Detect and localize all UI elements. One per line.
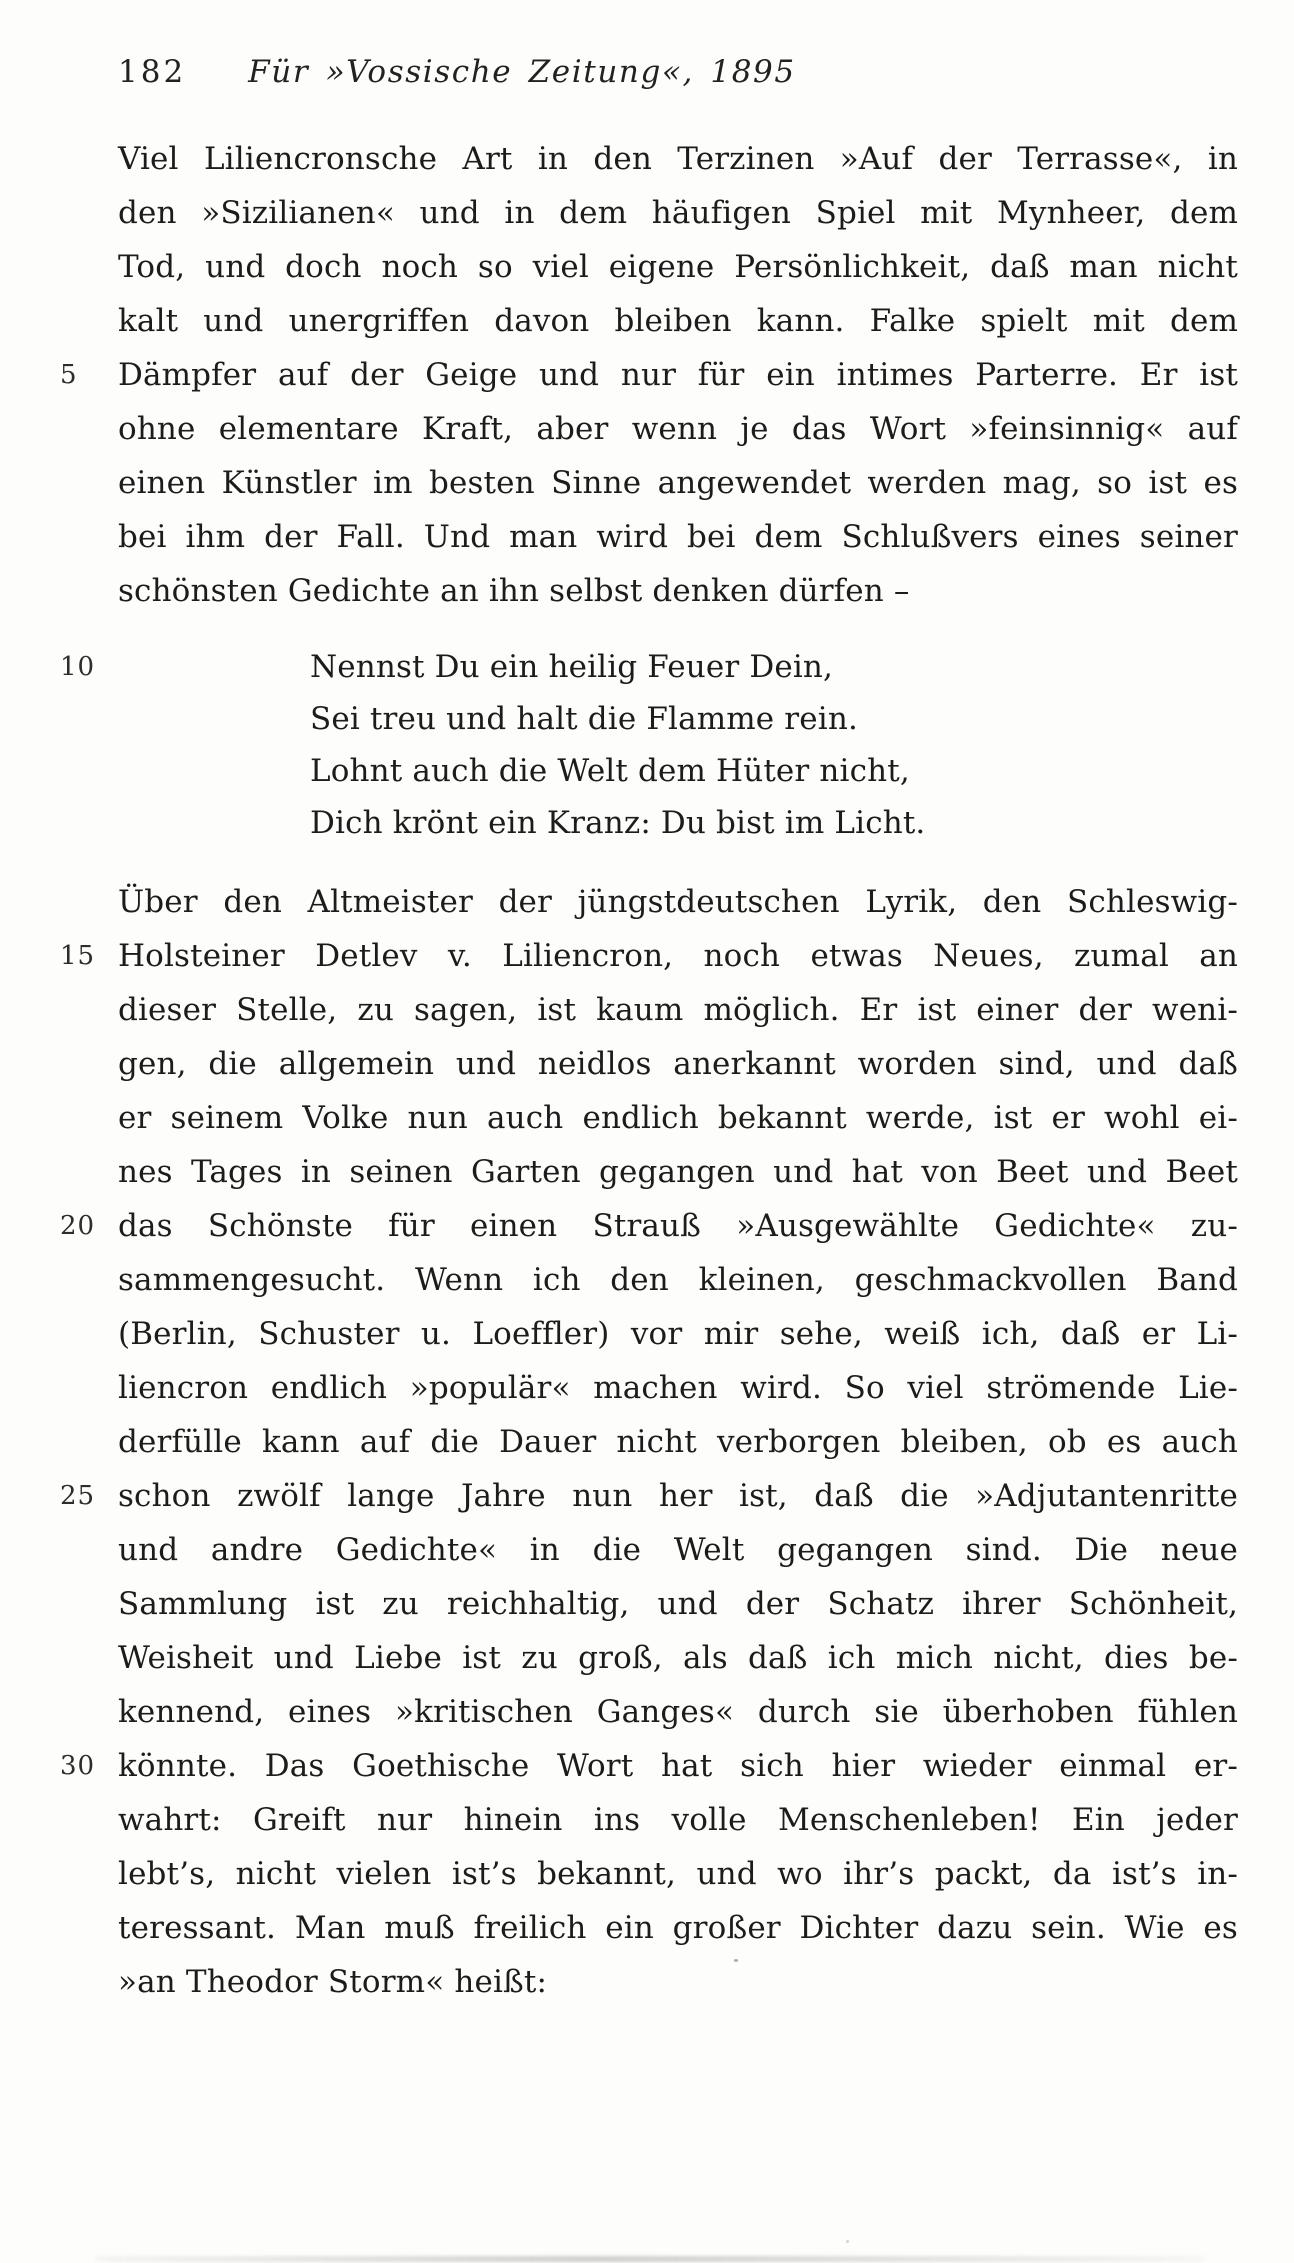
line-text: Weisheit und Liebe ist zu groß, als daß ich mich nicht, dies be-: [118, 1640, 1238, 1676]
line-text: Viel Liliencronsche Art in den Terzinen »Auf der Terrasse«, in: [118, 141, 1238, 177]
line-number: 10: [60, 652, 96, 682]
text-line: [60, 1739, 1238, 1793]
line-text: lebt’s, nicht vielen ist’s bekannt, und wo ihr’s packt, da ist’s in-: [118, 1856, 1238, 1892]
line-text: gen, die allgemein und neidlos anerkannt worden sind, und daß: [118, 1046, 1238, 1082]
text-line: [118, 1361, 1238, 1415]
text-line: [118, 240, 1238, 294]
text-line: [118, 1685, 1238, 1739]
text-line: [118, 456, 1238, 510]
text-line: [118, 186, 1238, 240]
text-line: [118, 1577, 1238, 1631]
line-text: schon zwölf lange Jahre nun her ist, daß die »Adjutantenritte: [118, 1478, 1238, 1514]
line-text: einen Künstler im besten Sinne angewendet werden mag, so ist es: [118, 465, 1238, 501]
line-number: 25: [60, 1481, 96, 1511]
line-text: schönsten Gedichte an ihn selbst denken dürfen –: [118, 573, 910, 609]
running-title: Für »Vossische Zeitung«, 1895: [248, 54, 796, 90]
line-text: Nennst Du ein heilig Feuer Dein,: [310, 649, 834, 685]
text-line: [118, 1847, 1238, 1901]
text-line: [118, 875, 1238, 929]
line-text: kennend, eines »kritischen Ganges« durch sie überhoben fühlen: [118, 1694, 1238, 1730]
verse-line: [118, 745, 1238, 797]
line-text: Sei treu und halt die Flamme rein.: [310, 701, 858, 737]
text-line: [118, 983, 1238, 1037]
line-text: Tod, und doch noch so viel eigene Persönlichkeit, daß man nicht: [118, 249, 1238, 285]
line-text: Über den Altmeister der jüngstdeutschen Lyrik, den Schleswig-: [118, 884, 1238, 920]
line-text: derfülle kann auf die Dauer nicht verborgen bleiben, ob es auch: [118, 1424, 1238, 1460]
text-line: [118, 1307, 1238, 1361]
line-text: er seinem Volke nun auch endlich bekannt werde, ist er wohl ei-: [118, 1100, 1238, 1136]
line-text: Dich krönt ein Kranz: Du bist im Licht.: [310, 805, 926, 841]
line-text: Holsteiner Detlev v. Liliencron, noch etwas Neues, zumal an: [118, 938, 1238, 974]
paragraph-2: [60, 875, 1238, 2009]
text-line: [60, 348, 1238, 402]
text-line: [118, 564, 1238, 618]
text-line: [118, 1091, 1238, 1145]
text-line: [118, 294, 1238, 348]
text-line: [118, 1037, 1238, 1091]
line-text: Lohnt auch die Welt dem Hüter nicht,: [310, 753, 910, 789]
text-line: [118, 1145, 1238, 1199]
text-line: [118, 402, 1238, 456]
verse-line: [118, 797, 1238, 849]
line-text: teressant. Man muß freilich ein großer Dichter dazu sein. Wie es: [118, 1910, 1238, 1946]
text-column: [60, 132, 1238, 2009]
line-text: wahrt: Greift nur hinein ins volle Menschenleben! Ein jeder: [118, 1802, 1238, 1838]
text-line: [60, 929, 1238, 983]
scan-edge-artifact: [95, 2256, 1205, 2262]
line-text: liencron endlich »populär« machen wird. So viel strömende Lie-: [118, 1370, 1238, 1406]
line-text: dieser Stelle, zu sagen, ist kaum möglich. Er ist einer der weni-: [118, 992, 1238, 1028]
page-number: 182: [118, 54, 187, 90]
scan-speck: [846, 2240, 849, 2243]
line-text: (Berlin, Schuster u. Loeffler) vor mir sehe, weiß ich, daß er Li-: [118, 1316, 1238, 1352]
line-number: 15: [60, 941, 96, 971]
text-line: [118, 132, 1238, 186]
text-line: [118, 1955, 1238, 2009]
line-text: kalt und unergriffen davon bleiben kann. Falke spielt mit dem: [118, 303, 1238, 339]
line-text: und andre Gedichte« in die Welt gegangen sind. Die neue: [118, 1532, 1238, 1568]
line-number: 20: [60, 1211, 96, 1241]
text-line: [118, 1631, 1238, 1685]
book-page: [0, 54, 1294, 2263]
line-text: könnte. Das Goethische Wort hat sich hier wieder einmal er-: [118, 1748, 1238, 1784]
text-line: [118, 1415, 1238, 1469]
poem: [60, 641, 1238, 849]
text-line: [118, 1253, 1238, 1307]
paragraph-1: [60, 132, 1238, 618]
line-text: den »Sizilianen« und in dem häufigen Spiel mit Mynheer, dem: [118, 195, 1238, 231]
line-number: 30: [60, 1751, 96, 1781]
line-text: Sammlung ist zu reichhaltig, und der Schatz ihrer Schönheit,: [118, 1586, 1238, 1622]
line-text: bei ihm der Fall. Und man wird bei dem Schlußvers eines seiner: [118, 519, 1238, 555]
text-line: [118, 1901, 1238, 1955]
verse-line: [60, 641, 1238, 693]
line-text: Dämpfer auf der Geige und nur für ein intimes Parterre. Er ist: [118, 357, 1238, 393]
text-line: [118, 510, 1238, 564]
line-text: »an Theodor Storm« heißt:: [118, 1964, 548, 2000]
line-text: das Schönste für einen Strauß »Ausgewählte Gedichte« zu-: [118, 1208, 1238, 1244]
scan-speck: [734, 1959, 738, 1962]
line-text: nes Tages in seinen Garten gegangen und hat von Beet und Beet: [118, 1154, 1238, 1190]
line-number: 5: [60, 360, 78, 390]
page-header: [118, 54, 1294, 90]
text-line: [118, 1793, 1238, 1847]
text-line: [60, 1199, 1238, 1253]
line-text: ohne elementare Kraft, aber wenn je das Wort »feinsinnig« auf: [118, 411, 1238, 447]
verse-line: [118, 693, 1238, 745]
line-text: sammengesucht. Wenn ich den kleinen, geschmackvollen Band: [118, 1262, 1238, 1298]
text-line: [60, 1469, 1238, 1523]
text-line: [118, 1523, 1238, 1577]
